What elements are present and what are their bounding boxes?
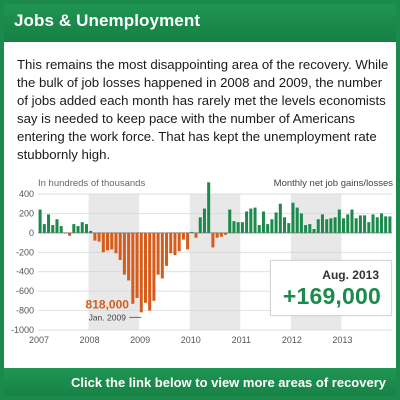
annotation-month: Jan. 2009	[88, 312, 126, 323]
data-bar	[338, 210, 341, 233]
data-bar	[190, 232, 193, 233]
year-band	[190, 194, 241, 330]
data-bar	[207, 182, 210, 233]
data-bar	[178, 233, 181, 251]
units-label: In hundreds of thousands	[38, 178, 146, 189]
data-bar	[157, 233, 160, 275]
data-bar	[350, 210, 353, 233]
y-tick-label: 200	[18, 208, 34, 219]
y-tick-label: -800	[15, 305, 34, 316]
data-bar	[325, 219, 328, 233]
y-tick-label: -1000	[10, 325, 34, 335]
data-bar	[291, 203, 294, 233]
chart-title: Monthly net job gains/losses	[273, 178, 393, 189]
data-bar	[321, 214, 324, 232]
data-bar	[68, 233, 71, 236]
x-tick-label: 2012	[281, 335, 302, 345]
data-bar	[140, 233, 143, 312]
data-bar	[131, 233, 134, 304]
data-bar	[85, 224, 88, 233]
data-bar	[93, 233, 96, 241]
data-bar	[144, 233, 147, 303]
data-bar	[98, 233, 101, 242]
data-bar	[102, 233, 105, 252]
data-bar	[300, 213, 303, 232]
y-tick-label: -400	[15, 266, 34, 277]
data-bar	[359, 215, 362, 232]
data-bar	[119, 233, 122, 260]
callout-date: Aug. 2013	[322, 268, 379, 282]
data-bar	[346, 214, 349, 232]
data-bar	[220, 233, 223, 237]
data-bar	[254, 208, 257, 233]
data-bar	[304, 225, 307, 233]
data-bar	[367, 222, 370, 233]
header-bar	[4, 4, 396, 42]
data-bar	[249, 209, 252, 233]
data-bar	[165, 233, 168, 266]
x-tick-label: 2009	[130, 335, 151, 345]
data-bar	[114, 233, 117, 253]
data-bar	[39, 210, 42, 233]
data-bar	[110, 233, 113, 250]
y-tick-label: -200	[15, 247, 34, 258]
data-bar	[47, 214, 50, 232]
data-bar	[363, 215, 366, 232]
data-bar	[372, 214, 375, 232]
data-bar	[313, 229, 316, 233]
data-bar	[376, 217, 379, 233]
panel-title: Jobs & Unemployment	[14, 11, 201, 30]
data-bar	[342, 218, 345, 233]
latest-value-callout	[270, 260, 392, 316]
data-bar	[127, 233, 130, 281]
data-bar	[51, 225, 54, 233]
data-bar	[106, 233, 109, 250]
view-more-areas-link[interactable]: Click the link below to view more areas of recovery	[70, 375, 386, 390]
data-bar	[203, 209, 206, 233]
data-bar	[283, 217, 286, 233]
data-bar	[173, 233, 176, 255]
footer-bar	[4, 368, 396, 400]
data-bar	[275, 212, 278, 232]
y-tick-label: -600	[15, 286, 34, 297]
data-bar	[182, 233, 185, 240]
data-bar	[232, 221, 235, 233]
data-bar	[308, 224, 311, 233]
data-bar	[245, 211, 248, 232]
data-bar	[211, 233, 214, 248]
data-bar	[296, 208, 299, 233]
data-bar	[64, 233, 67, 234]
data-bar	[224, 233, 227, 235]
data-bar	[81, 222, 84, 233]
x-tick-label: 2011	[231, 335, 251, 345]
data-bar	[270, 219, 273, 233]
data-bar	[161, 233, 164, 279]
y-tick-label: 400	[18, 189, 34, 199]
data-bar	[195, 233, 198, 238]
data-bar	[241, 222, 244, 233]
x-tick-label: 2008	[79, 335, 100, 345]
data-bar	[258, 225, 261, 233]
data-bar	[380, 213, 383, 232]
data-bar	[55, 219, 58, 233]
data-bar	[77, 226, 80, 233]
data-bar	[237, 222, 240, 233]
data-bar	[148, 233, 151, 311]
data-bar	[355, 218, 358, 233]
data-bar	[72, 224, 75, 233]
data-bar	[60, 226, 63, 233]
data-bar	[228, 210, 231, 233]
data-bar	[216, 233, 219, 238]
data-bar	[136, 233, 139, 298]
data-bar	[123, 233, 126, 275]
data-bar	[279, 204, 282, 233]
y-tick-label: 0	[28, 227, 34, 238]
x-tick-label: 2010	[180, 335, 201, 345]
data-bar	[317, 219, 320, 233]
callout-value: +169,000	[282, 283, 381, 309]
data-bar	[169, 233, 172, 253]
data-bar	[186, 233, 189, 250]
annotation-value: 818,000	[85, 297, 129, 312]
x-tick-label: 2013	[332, 335, 353, 345]
data-bar	[388, 216, 391, 232]
data-bar	[334, 217, 337, 233]
data-bar	[43, 224, 46, 233]
data-bar	[329, 218, 332, 233]
data-bar	[262, 211, 265, 232]
data-bar	[384, 216, 387, 233]
data-bar	[199, 217, 202, 233]
data-bar	[266, 224, 269, 233]
intro-paragraph: This remains the most disappointing area of the recovery. While the bulk of job losses happened in 2008 and 2009, the number of jobs added each month has rarely met the levels economists say is needed to keep pace with the number of Americans entering the work force. That has kept the unemployment rate stubbornly high.	[17, 57, 389, 162]
data-bar	[152, 233, 155, 301]
data-bar	[89, 231, 92, 233]
data-bar	[287, 223, 290, 233]
x-tick-label: 2007	[28, 335, 50, 345]
